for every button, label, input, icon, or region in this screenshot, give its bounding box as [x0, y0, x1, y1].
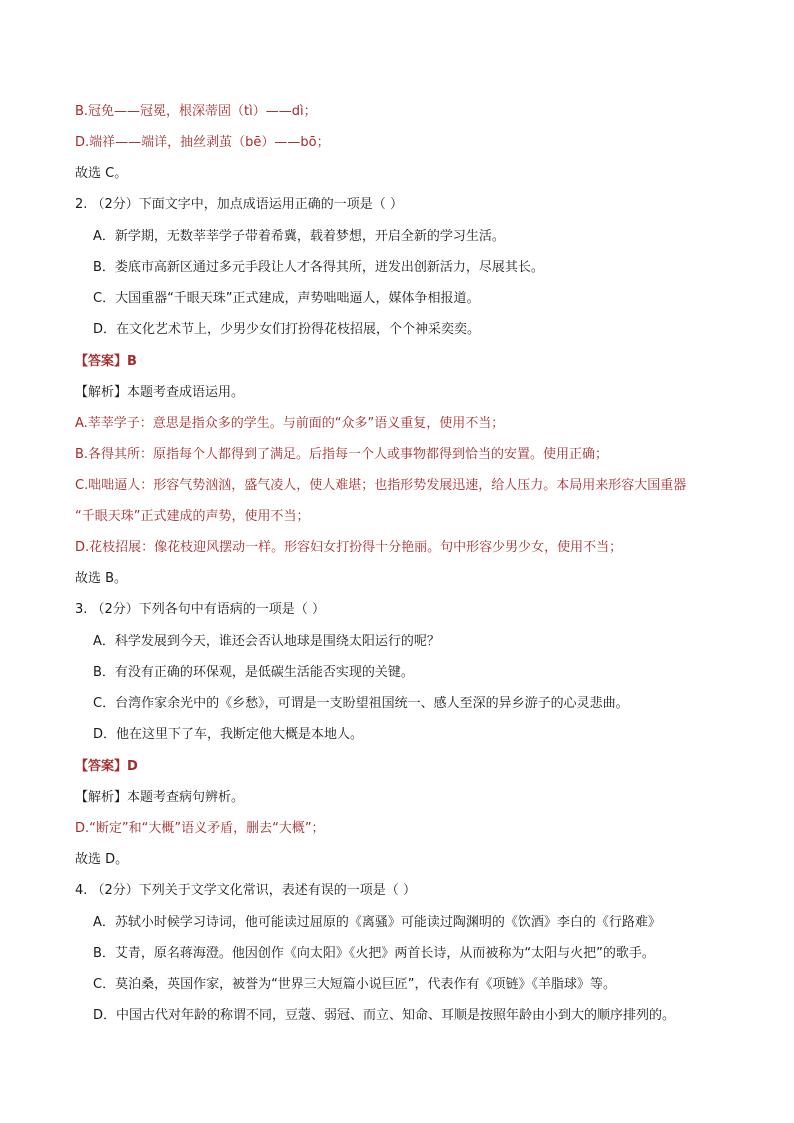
question-2-analysis-a: A.莘莘学子：意思是指众多的学生。与前面的“众多”语义重复，使用不当； [75, 416, 505, 431]
question-2-analysis-b: B.各得其所：原指每个人都得到了满足。后指每一个人或事物都得到恰当的安置。使用正确； [75, 447, 609, 462]
question-3-conclusion: 故选 D。 [75, 852, 129, 867]
prev-conclusion: 故选 C。 [75, 166, 128, 181]
question-4-stem: 4. （2分）下列关于文学文化常识，表述有误的一项是（ ） [75, 883, 416, 898]
question-3-option-c: C．台湾作家余光中的《乡愁》，可谓是一支盼望祖国统一、感人至深的异乡游子的心灵悲曲。 [93, 696, 629, 711]
question-3-option-b: B．有没有正确的环保观，是低碳生活能否实现的关键。 [93, 665, 414, 680]
question-2-analysis-title: 【解析】本题考查成语运用。 [75, 385, 245, 400]
question-2-analysis-c: C.咄咄逼人：形容气势汹汹，盛气凌人，使人难堪；也指形势发展迅速，给人压力。本局用来形容大国重器 [75, 478, 687, 493]
question-3-option-a: A．科学发展到今天，谁还会否认地球是围绕太阳运行的呢？ [93, 634, 440, 649]
question-3-answer: 【答案】D [75, 759, 138, 774]
question-2-stem: 2. （2分）下面文字中，加点成语运用正确的一项是（ ） [75, 197, 403, 212]
question-4-option-d: D．中国古代对年龄的称谓不同，豆蔻、弱冠、而立、知命、耳顺是按照年龄由小到大的顺序排列的。 [93, 1008, 676, 1023]
question-4-option-c: C．莫泊桑，英国作家，被誉为“世界三大短篇小说巨匠”，代表作有《项链》《羊脂球》等。 [93, 977, 617, 992]
question-3-option-d: D．他在这里下了车，我断定他大概是本地人。 [93, 727, 364, 742]
question-2-analysis-d: D.花枝招展：像花枝迎风摆动一样。形容妇女打扮得十分艳丽。句中形容少男少女，使用不当； [75, 540, 623, 555]
prev-analysis-item-b: B.冠免——冠冕，根深蒂固（tì）——dì； [75, 104, 317, 119]
prev-analysis-item-d: D.端祥——端详，抽丝剥茧（bē）——bō； [75, 135, 330, 150]
question-2-option-c: C．大国重器“千眼天珠”正式建成，声势咄咄逼人，媒体争相报道。 [93, 291, 480, 306]
question-2-analysis-c-cont: “千眼天珠”正式建成的声势，使用不当； [75, 509, 310, 524]
question-4-option-a: A．苏轼小时候学习诗词，他可能读过屈原的《离骚》可能读过陶渊明的《饮酒》李白的《行路难》 [93, 915, 661, 930]
question-2-conclusion: 故选 B。 [75, 571, 128, 586]
question-4-option-b: B．艾青，原名蒋海澄。他因创作《向太阳》《火把》两首长诗，从而被称为“太阳与火把”的歌手。 [93, 946, 655, 961]
question-2-option-d: D．在文化艺术节上，少男少女们打扮得花枝招展，个个神采奕奕。 [93, 322, 481, 337]
question-3-stem: 3. （2分）下列各句中有语病的一项是（ ） [75, 602, 325, 617]
question-3-analysis-d: D.“断定”和“大概”语义矛盾，删去“大概”； [75, 821, 325, 836]
question-3-analysis-title: 【解析】本题考查病句辨析。 [75, 790, 245, 805]
question-2-answer: 【答案】B [75, 354, 137, 369]
question-2-option-b: B．娄底市高新区通过多元手段让人才各得其所，迸发出创新活力，尽展其长。 [93, 260, 544, 275]
question-2-option-a: A．新学期，无数莘莘学子带着希冀，载着梦想，开启全新的学习生活。 [93, 229, 505, 244]
